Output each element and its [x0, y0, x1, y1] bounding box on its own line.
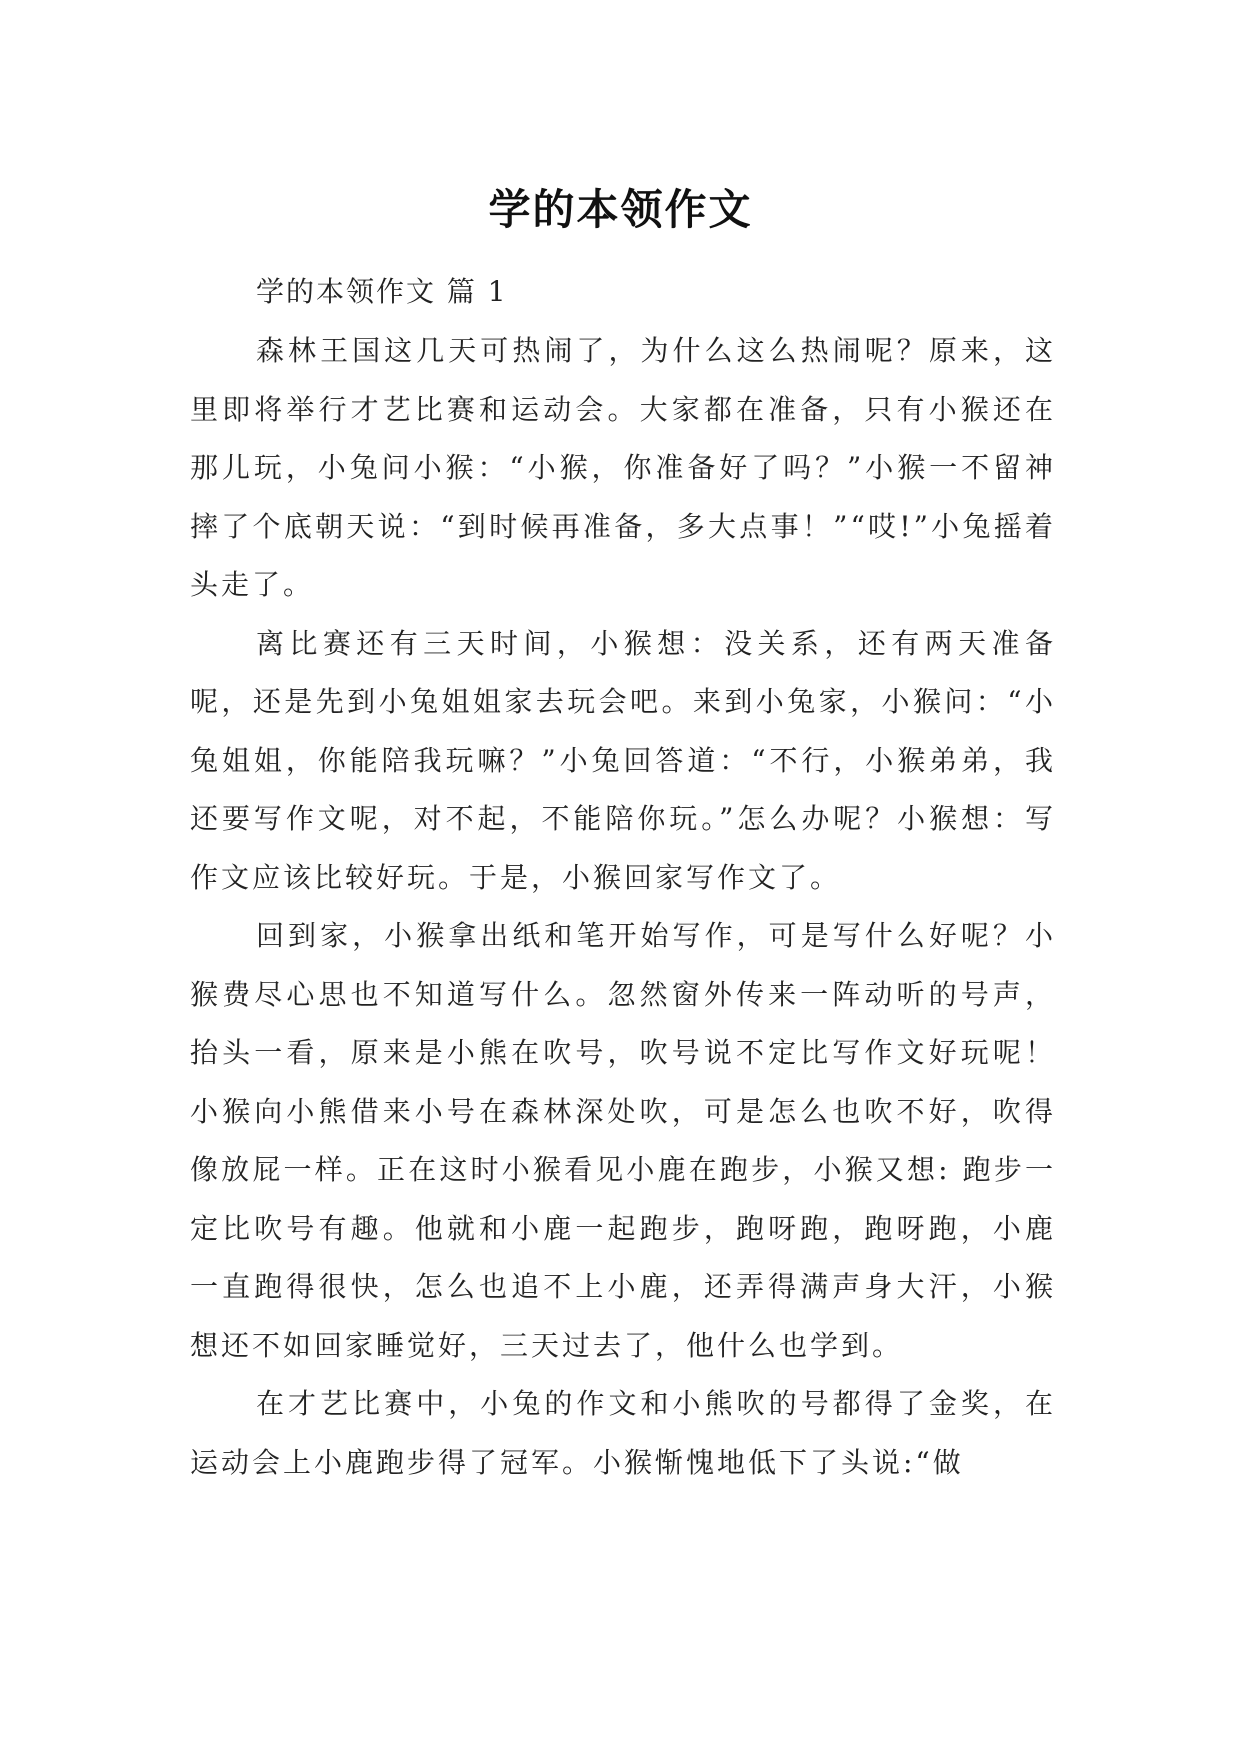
paragraph-2: 离比赛还有三天时间，小猴想：没关系，还有两天准备呢，还是先到小兔姐姐家去玩会吧。来到小兔家，小猴问：“小兔姐姐，你能陪我玩嘛？”小兔回答道：“不行，小猴弟弟，我还要写作文呢，对不起，不能陪你玩。”怎么办呢？小猴想：写作文应该比较好玩。于是，小猴回家写作文了。: [190, 626, 1056, 894]
paragraph-4: 在才艺比赛中，小兔的作文和小熊吹的号都得了金奖，在运动会上小鹿跑步得了冠军。小猴惭愧地低下了头说:“做: [190, 1387, 1056, 1479]
document-body: [190, 262, 1056, 1492]
section-heading: 学的本领作文 篇 1: [256, 275, 508, 308]
document-title: 学的本领作文: [488, 185, 753, 235]
paragraph-3: 回到家，小猴拿出纸和笔开始写作，可是写什么好呢？小猴费尽心思也不知道写什么。忽然窗外传来一阵动听的号声，抬头一看，原来是小熊在吹号，吹号说不定比写作文好玩呢！小猴向小熊借来小号在森林深处吹，可是怎么也吹不好，吹得像放屁一样。正在这时小猴看见小鹿在跑步，小猴又想: 跑步一定比吹号有趣。他就和小鹿一起跑步，跑呀跑，跑呀跑，小鹿一直跑得很快，怎么也追不上小鹿，还弄得满声身大汗，小猴想还不如回家睡觉好，三天过去了，他什么也学到。: [190, 919, 1056, 1362]
paragraph-1: 森林王国这几天可热闹了，为什么这么热闹呢？原来，这里即将举行才艺比赛和运动会。大家都在准备，只有小猴还在那儿玩，小兔问小猴：“小猴，你准备好了吗？”小猴一不留神摔了个底朝天说：“到时候再准备，多大点事！”“哎!”小兔摇着头走了。: [190, 334, 1056, 601]
